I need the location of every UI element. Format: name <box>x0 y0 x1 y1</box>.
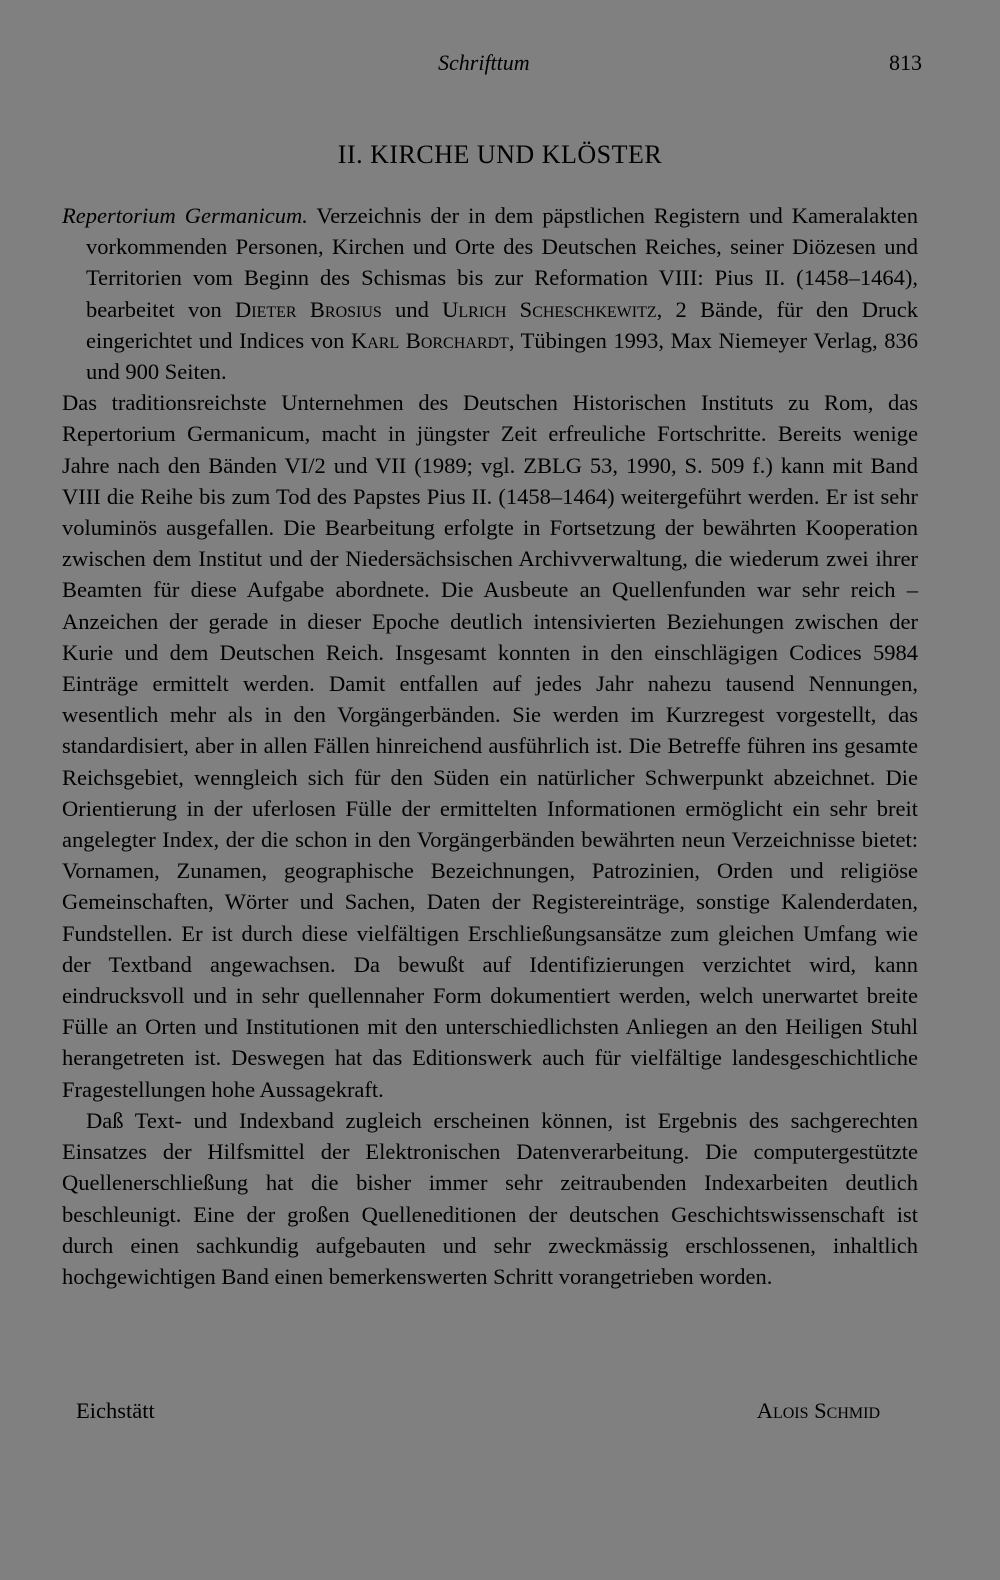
page-number: 813 <box>889 50 922 75</box>
editor-name-3: Karl Borchardt <box>350 327 509 353</box>
review-entry <box>62 200 918 1292</box>
review-paragraph-1: Das traditionsreichste Unternehmen des Deutschen Historischen Instituts zu Rom, das Repertorium Germanicum, macht in jüngster Zeit erfreuliche Fortschritte. Bereits wenige Jahre nach den Bänden VI/2 und VII (1989; vgl. ZBLG 53, 1990, S. 509 f.) kann mit Band VIII die Reihe bis zum Tod des Papstes Pius II. (1458–1464) weitergeführt werden. Er ist sehr voluminös ausgefallen. Die Bearbeitung erfolgte in Fortsetzung der bewährten Kooperation zwischen dem Institut und der Niedersächsischen Archivverwaltung, die wiederum zwei ihrer Beamten für diese Aufgabe abordnete. Die Ausbeute an Quellenfunden war sehr reich – Anzeichen der gerade in dieser Epoche deutlich intensivierten Beziehungen zwischen der Kurie und dem Deutschen Reich. Insgesamt konnten in den einschlägigen Codices 5984 Einträge ermittelt werden. Damit entfallen auf jedes Jahr nahezu tausend Nennungen, wesentlich mehr als in den Vorgängerbänden. Sie werden im Kurzregest vorgestellt, das standardisiert, aber in allen Fällen hinreichend ausführlich ist. Die Betreffe führen ins gesamte Reichsgebiet, wenngleich sich für den Süden ein natürlicher Schwerpunkt abzeichnet. Die Orientierung in der uferlosen Fülle der ermittelten Informationen ermöglicht ein sehr breit angelegter Index, der die schon in den Vorgängerbänden bewährten neun Verzeichnisse bietet: Vornamen, Zunamen, geographische Bezeichnungen, Patrozinien, Orden und religiöse Gemeinschaften, Wörter und Sachen, Daten der Registereinträge, sonstige Kalenderdaten, Fundstellen. Er ist durch diese vielfältigen Erschließungsansätze zum gleichen Umfang wie der Textband angewachsen. Da bewußt auf Identifizierungen verzichtet wird, kann eindrucksvoll und in sehr quellennaher Form dokumentiert werden, welch unerwartet breite Fülle an Orten und Institutionen mit den unterschiedlichsten Anliegen an den Heiligen Stuhl herangetreten ist. Deswegen hat das Editionswerk auch für vielfältige landesgeschichtliche Fragestellungen hohe Aussagekraft. <box>62 390 918 1102</box>
editor-name-2: Ulrich Scheschkewitz <box>442 296 657 322</box>
book-title: Repertorium Germanicum. <box>62 203 308 228</box>
citation-text-1: Verzeichnis der in dem päpstlichen Registern und Kameralakten vorkommenden Personen, Kirchen und Orte des Deutschen Reiches, seiner Diözesen und Territorien vom Beginn des Schismas bis zur Reformation VIII: Pius II. (1458–1464), bearbeitet von <box>86 203 918 322</box>
running-head <box>0 50 1000 82</box>
bibliographic-citation <box>62 200 918 387</box>
reviewer-location: Eichstätt <box>76 1398 155 1423</box>
editor-name-1: Dieter Brosius <box>235 296 382 322</box>
review-paragraph-2: Daß Text- und Indexband zugleich erscheinen können, ist Ergebnis des sachgerechten Einsatzes der Hilfsmittel der Elektronischen Datenverarbeitung. Die computergestützte Quellenerschließung hat die bisher immer sehr zeitraubenden Indexarbeiten deutlich beschleunigt. Eine der großen Quelleneditionen der deutschen Geschichtswissenschaft ist durch einen sachkundig aufgebauten und sehr zweckmässig erschlossenen, inhaltlich hochgewichtigen Band einen bemerkenswerten Schritt vorangetrieben worden. <box>62 1107 918 1289</box>
citation-text-3: , 2 Bände, für den Druck eingerichtet und Indices von <box>86 296 918 353</box>
review-signature <box>62 1398 918 1430</box>
reviewer-name: Alois Schmid <box>756 1398 880 1423</box>
section-heading: II. KIRCHE UND KLÖSTER <box>337 140 663 169</box>
citation-text-4: , Tübingen 1993, Max Niemeyer Verlag, 836 und 900 Seiten. <box>86 327 919 385</box>
citation-text-2: und <box>381 296 443 322</box>
running-title: Schrifttum <box>438 50 530 75</box>
